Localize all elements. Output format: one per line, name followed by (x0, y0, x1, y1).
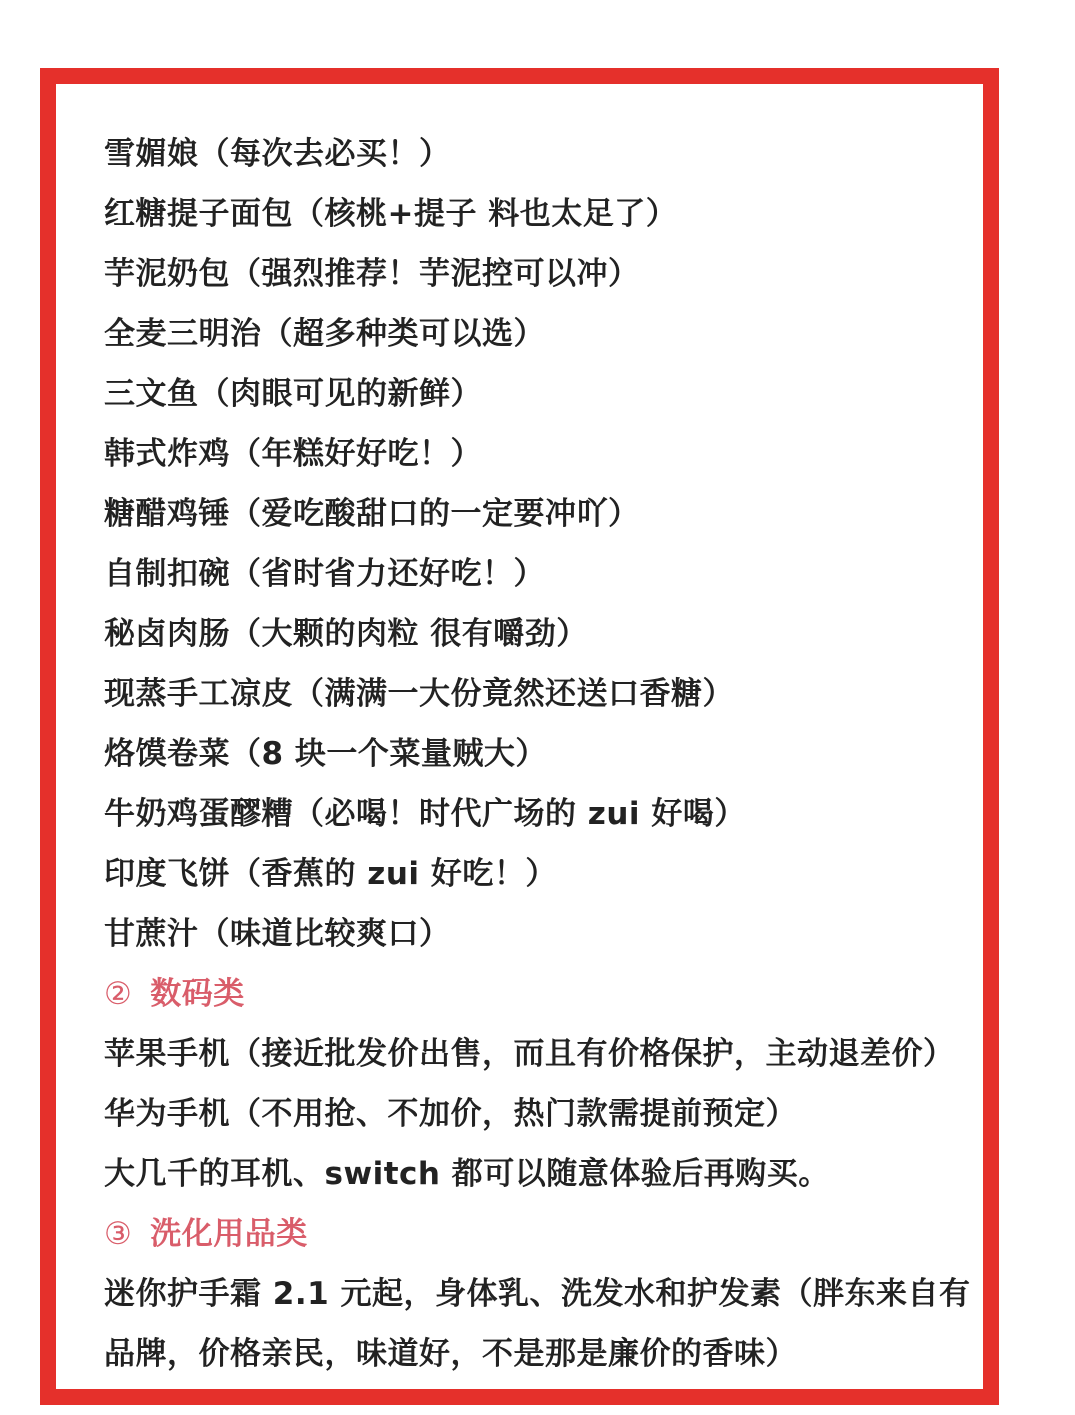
list-item: 牛奶鸡蛋醪糟（必喝！时代广场的 zui 好喝） (104, 796, 746, 832)
list-item: 自制扣碗（省时省力还好吃！） (104, 556, 545, 592)
section-number: ② (104, 976, 133, 1012)
section-heading-toiletries (104, 1204, 984, 1264)
list-item: 烙馍卷菜（8 块一个菜量贼大） (104, 736, 547, 772)
list-item: 迷你护手霜 2.1 元起，身体乳、洗发水和护发素（胖东来自有品牌，价格亲民，味道好，不是那是廉价的香味） (104, 1276, 971, 1372)
section-title: 数码类 (150, 976, 245, 1012)
red-frame (40, 68, 999, 1405)
list-item: 大几千的耳机、switch 都可以随意体验后再购买。 (104, 1156, 830, 1192)
list-item: 红糖提子面包（核桃+提子 料也太足了） (104, 196, 678, 232)
list-content (104, 124, 984, 1384)
section-heading-digital (104, 964, 984, 1024)
list-item: 雪媚娘（每次去必买！） (104, 136, 451, 172)
list-item: 甘蔗汁（味道比较爽口） (104, 916, 451, 952)
list-item: 华为手机（不用抢、不加价，热门款需提前预定） (104, 1096, 797, 1132)
list-item: 印度飞饼（香蕉的 zui 好吃！） (104, 856, 557, 892)
section-number: ③ (104, 1216, 133, 1252)
list-item: 韩式炸鸡（年糕好好吃！） (104, 436, 482, 472)
list-item: 秘卤肉肠（大颗的肉粒 很有嚼劲） (104, 616, 588, 652)
list-item: 全麦三明治（超多种类可以选） (104, 316, 545, 352)
list-item: 芋泥奶包（强烈推荐！芋泥控可以冲） (104, 256, 640, 292)
list-item: 苹果手机（接近批发价出售，而且有价格保护，主动退差价） (104, 1036, 955, 1072)
section-title: 洗化用品类 (150, 1216, 308, 1252)
list-item: 现蒸手工凉皮（满满一大份竟然还送口香糖） (104, 676, 734, 712)
list-item: 糖醋鸡锤（爱吃酸甜口的一定要冲吖） (104, 496, 640, 532)
list-item: 三文鱼（肉眼可见的新鲜） (104, 376, 482, 412)
